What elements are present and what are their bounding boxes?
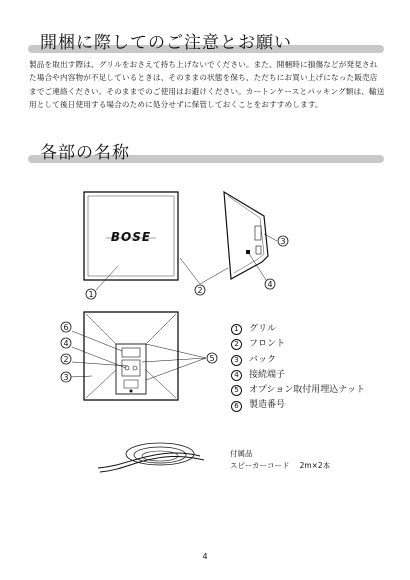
bose-logo: BOSE (110, 230, 152, 244)
part-number: 4 (231, 370, 242, 381)
callout-2 (195, 285, 205, 295)
speaker-back-view (84, 312, 178, 400)
accessory-item: スピーカーコード (230, 461, 290, 470)
part-label: グリル (249, 324, 277, 334)
accessory-title: 付属品 (230, 449, 253, 458)
svg-text:3: 3 (63, 373, 69, 382)
page-number: 4 (202, 552, 208, 561)
svg-text:1: 1 (88, 290, 94, 299)
part-number: 1 (231, 324, 242, 335)
part-label: フロント (249, 339, 286, 350)
svg-text:4: 4 (63, 339, 69, 348)
speaker-cord-illustration (98, 443, 204, 472)
speaker-side-view (224, 192, 268, 279)
part-number: 3 (231, 355, 242, 366)
callout-6 (61, 322, 71, 332)
parts-item (231, 353, 365, 368)
speaker-front-view (84, 192, 178, 280)
callout-1 (86, 289, 96, 299)
accessory-row (230, 460, 330, 472)
parts-legend (231, 322, 365, 414)
svg-text:5: 5 (209, 354, 215, 363)
part-label: オプション取付用埋込ナット (249, 385, 366, 396)
part-label: 製造番号 (249, 400, 286, 411)
callout-4-side (265, 279, 275, 289)
unpacking-notice-text: 製品を取出す際は、グリルをおさえて持ち上げないでください。また、開梱時に損傷などが発見された場合や内容物が不足しているときは、そのままの状態を保ち、ただちにお買い上げになった販売店までご連絡ください。そのままでのご使用はお避けください。カートンケースとパッキング類は、輸送用として後日使用する場合のために処分せずに保管しておくことをおすすめします。 (29, 60, 385, 110)
parts-item (231, 337, 365, 352)
svg-text:2: 2 (63, 355, 69, 364)
callout-4-back (61, 338, 71, 348)
callout-3-back (61, 372, 71, 382)
svg-text:2: 2 (197, 286, 203, 295)
accessory-info (230, 448, 330, 472)
callout-2-back (61, 354, 71, 364)
part-label: バック (249, 354, 277, 365)
svg-text:4: 4 (267, 280, 273, 289)
svg-text:3: 3 (280, 237, 286, 246)
accessory-qty: 2m×2本 (299, 461, 331, 470)
callout-5 (207, 353, 217, 363)
part-label: 接続端子 (249, 369, 286, 380)
parts-item (231, 322, 365, 337)
part-number: 5 (231, 385, 242, 396)
section-title-part-names: 各部の名称 (40, 143, 130, 163)
part-number: 6 (231, 401, 242, 412)
callout-3-side (278, 236, 288, 246)
svg-text:6: 6 (63, 323, 69, 332)
part-number: 2 (231, 339, 242, 350)
section-title-unpacking: 開梱に際してのご注意とお願い (40, 33, 292, 53)
parts-item (231, 383, 365, 398)
parts-item (231, 398, 365, 413)
parts-item (231, 368, 365, 383)
